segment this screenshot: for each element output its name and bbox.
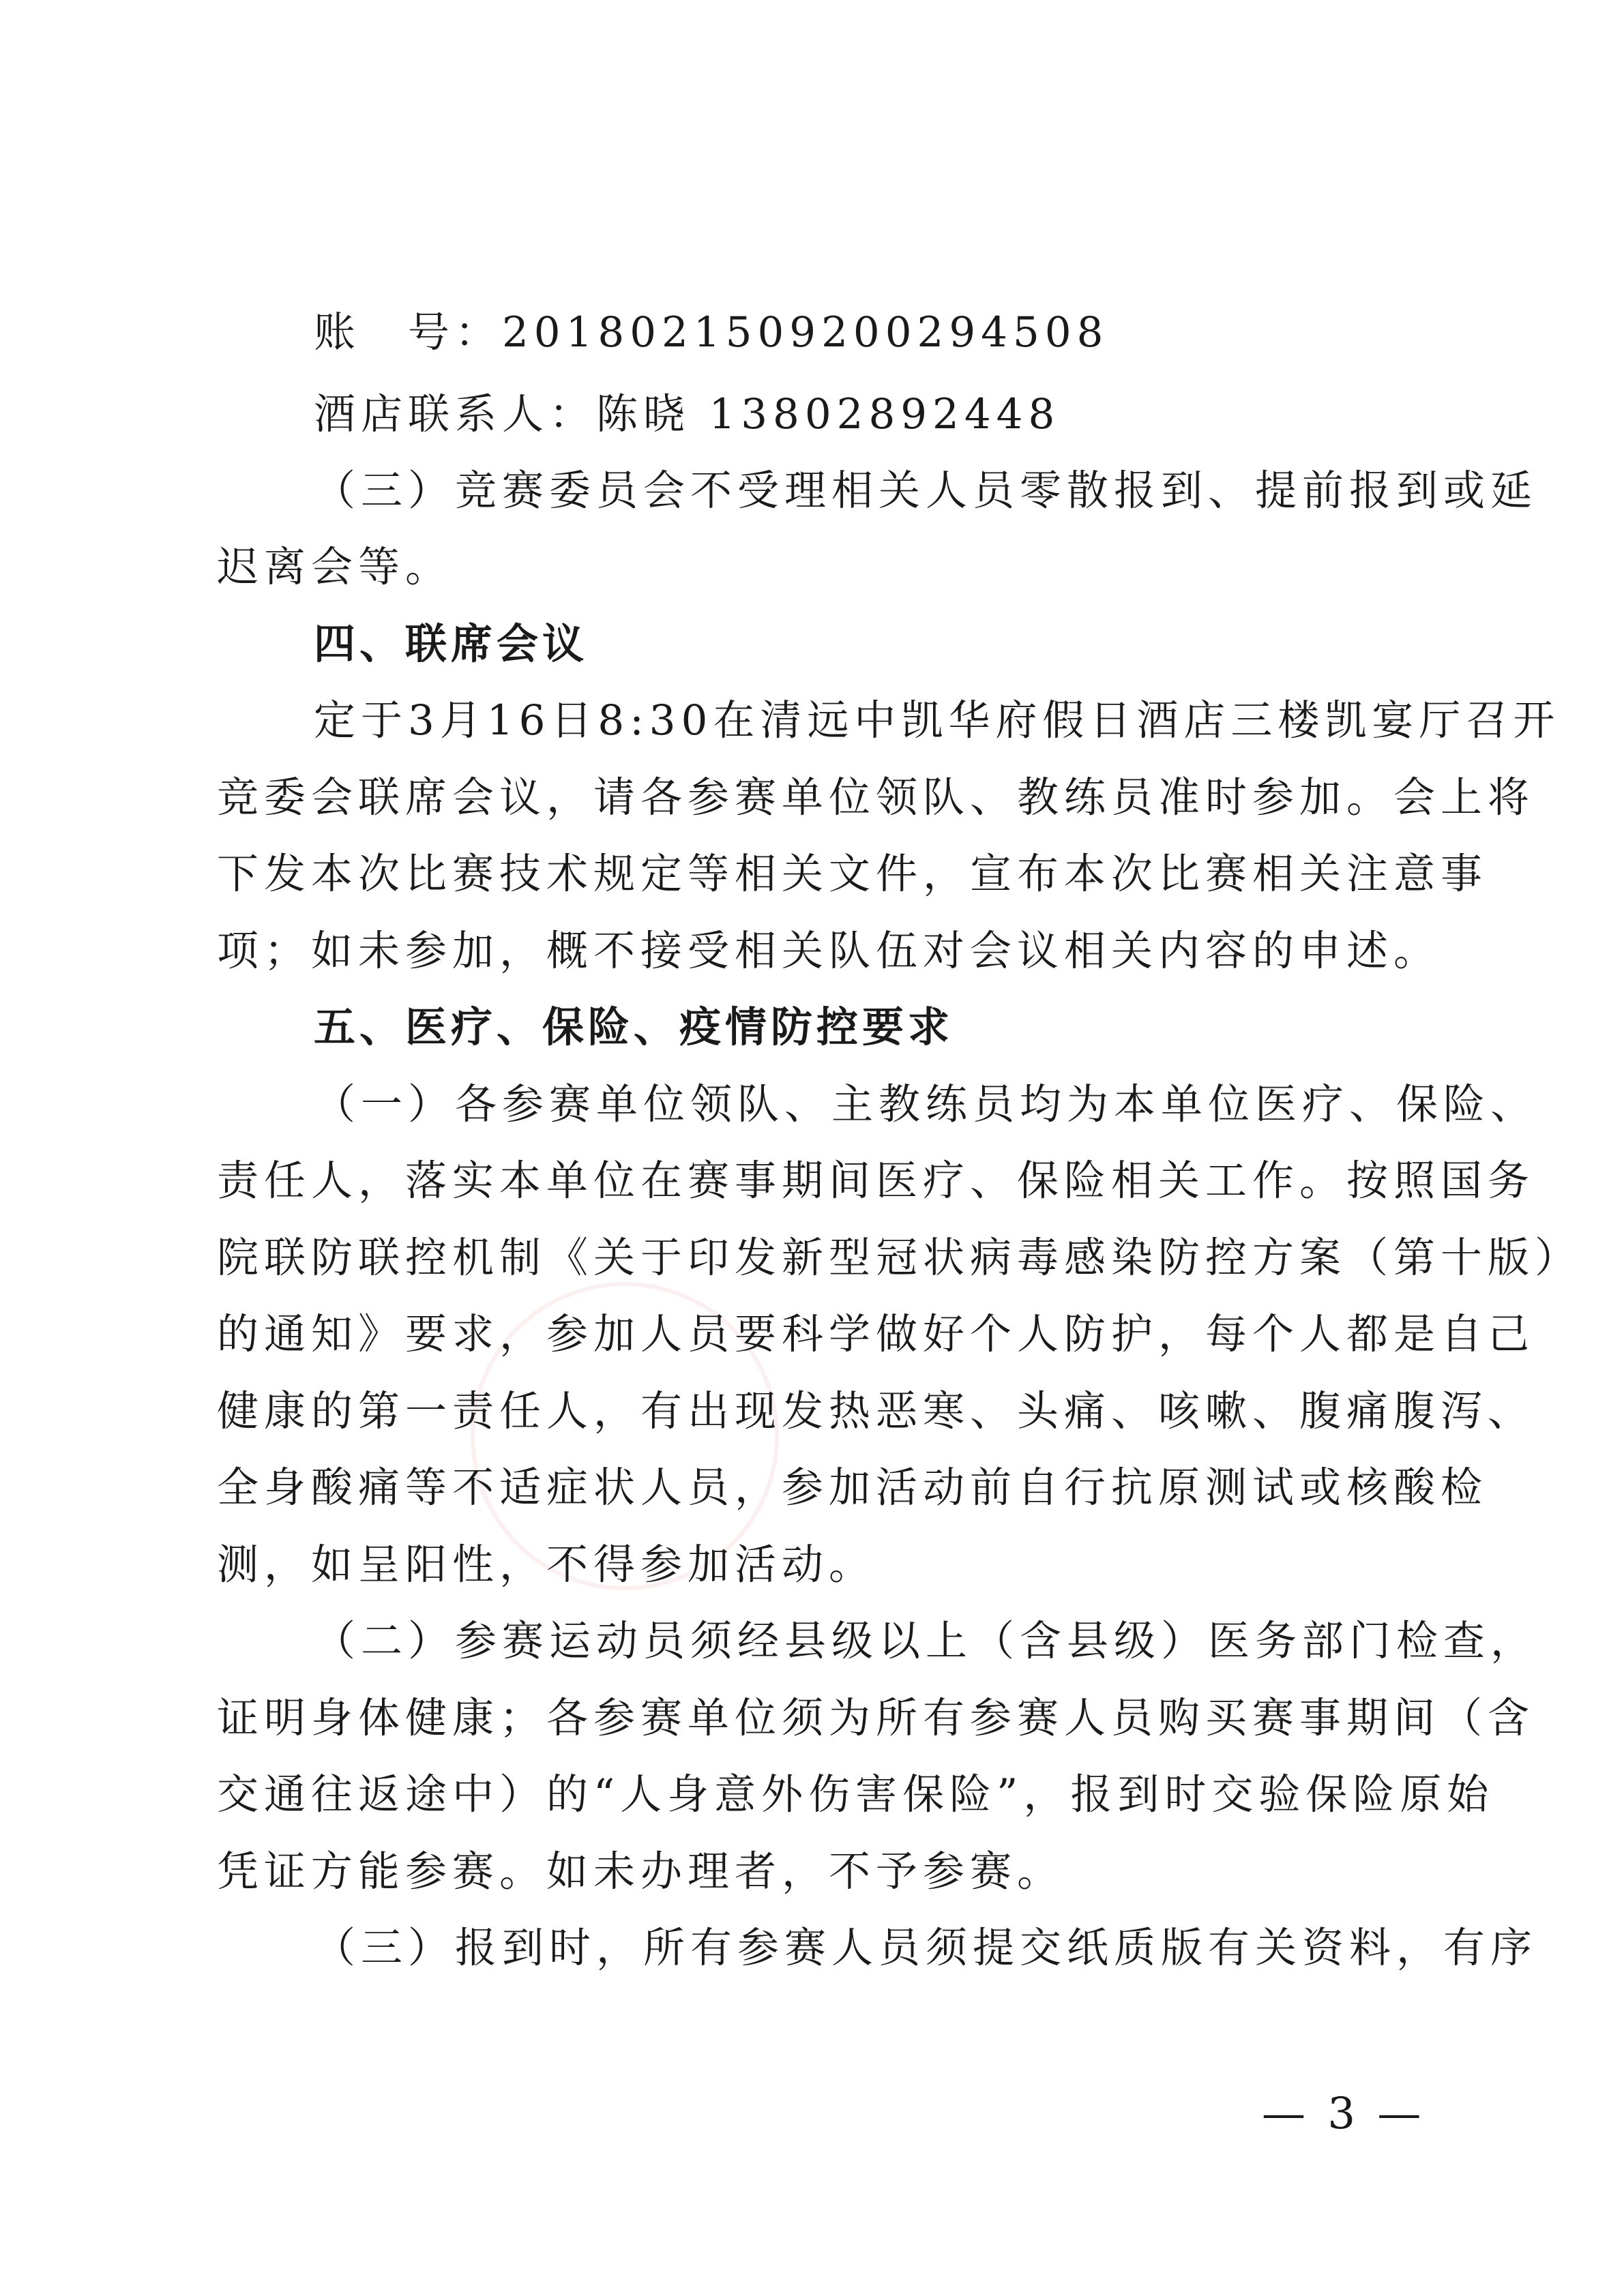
paragraph-3-line-2: 迟离会等。 bbox=[217, 543, 453, 591]
paragraph-5c-line-1: （三）报到时，所有参赛人员须提交纸质版有关资料，有序 bbox=[314, 1924, 1538, 1972]
paragraph-5a-line-4: 的通知》要求，参加人员要科学做好个人防护，每个人都是自己 bbox=[217, 1310, 1535, 1358]
section-4-heading: 四、联席会议 bbox=[314, 620, 589, 668]
paragraph-5a-line-7: 测，如呈阳性，不得参加活动。 bbox=[217, 1540, 876, 1589]
page-number: — 3 — bbox=[1262, 2089, 1426, 2139]
paragraph-5b-line-4: 凭证方能参赛。如未办理者，不予参赛。 bbox=[217, 1847, 1065, 1896]
paragraph-5b-line-3: 交通往返途中）的“人身意外伤害保险”，报到时交验保险原始 bbox=[217, 1770, 1494, 1819]
hotel-contact-line: 酒店联系人：陈晓 13802892448 bbox=[314, 390, 1061, 438]
paragraph-4-line-1: 定于3月16日8:30在清远中凯华府假日酒店三楼凯宴厅召开 bbox=[314, 696, 1561, 745]
account-line: 账 号：2018021509200294508 bbox=[314, 308, 1109, 357]
paragraph-5b-line-2: 证明身体健康；各参赛单位须为所有参赛人员购买赛事期间（含 bbox=[217, 1694, 1535, 1742]
paragraph-4-line-3: 下发本次比赛技术规定等相关文件，宣布本次比赛相关注意事 bbox=[217, 850, 1488, 898]
paragraph-5a-line-3: 院联防联控机制《关于印发新型冠状病毒感染防控方案（第十版） bbox=[217, 1234, 1582, 1282]
paragraph-4-line-2: 竞委会联席会议，请各参赛单位领队、教练员准时参加。会上将 bbox=[217, 773, 1535, 822]
paragraph-5a-line-2: 责任人，落实本单位在赛事期间医疗、保险相关工作。按照国务 bbox=[217, 1157, 1535, 1205]
paragraph-3-line-1: （三）竞赛委员会不受理相关人员零散报到、提前报到或延 bbox=[314, 466, 1538, 515]
paragraph-5a-line-5: 健康的第一责任人，有出现发热恶寒、头痛、咳嗽、腹痛腹泻、 bbox=[217, 1387, 1535, 1435]
paragraph-4-line-4: 项；如未参加，概不接受相关队伍对会议相关内容的申述。 bbox=[217, 927, 1441, 975]
paragraph-5b-line-1: （二）参赛运动员须经县级以上（含县级）医务部门检查， bbox=[314, 1617, 1538, 1665]
paragraph-5a-line-6: 全身酸痛等不适症状人员，参加活动前自行抗原测试或核酸检 bbox=[217, 1463, 1488, 1512]
paragraph-5a-line-1: （一）各参赛单位领队、主教练员均为本单位医疗、保险、 bbox=[314, 1080, 1538, 1129]
section-5-heading: 五、医疗、保险、疫情防控要求 bbox=[314, 1003, 954, 1052]
